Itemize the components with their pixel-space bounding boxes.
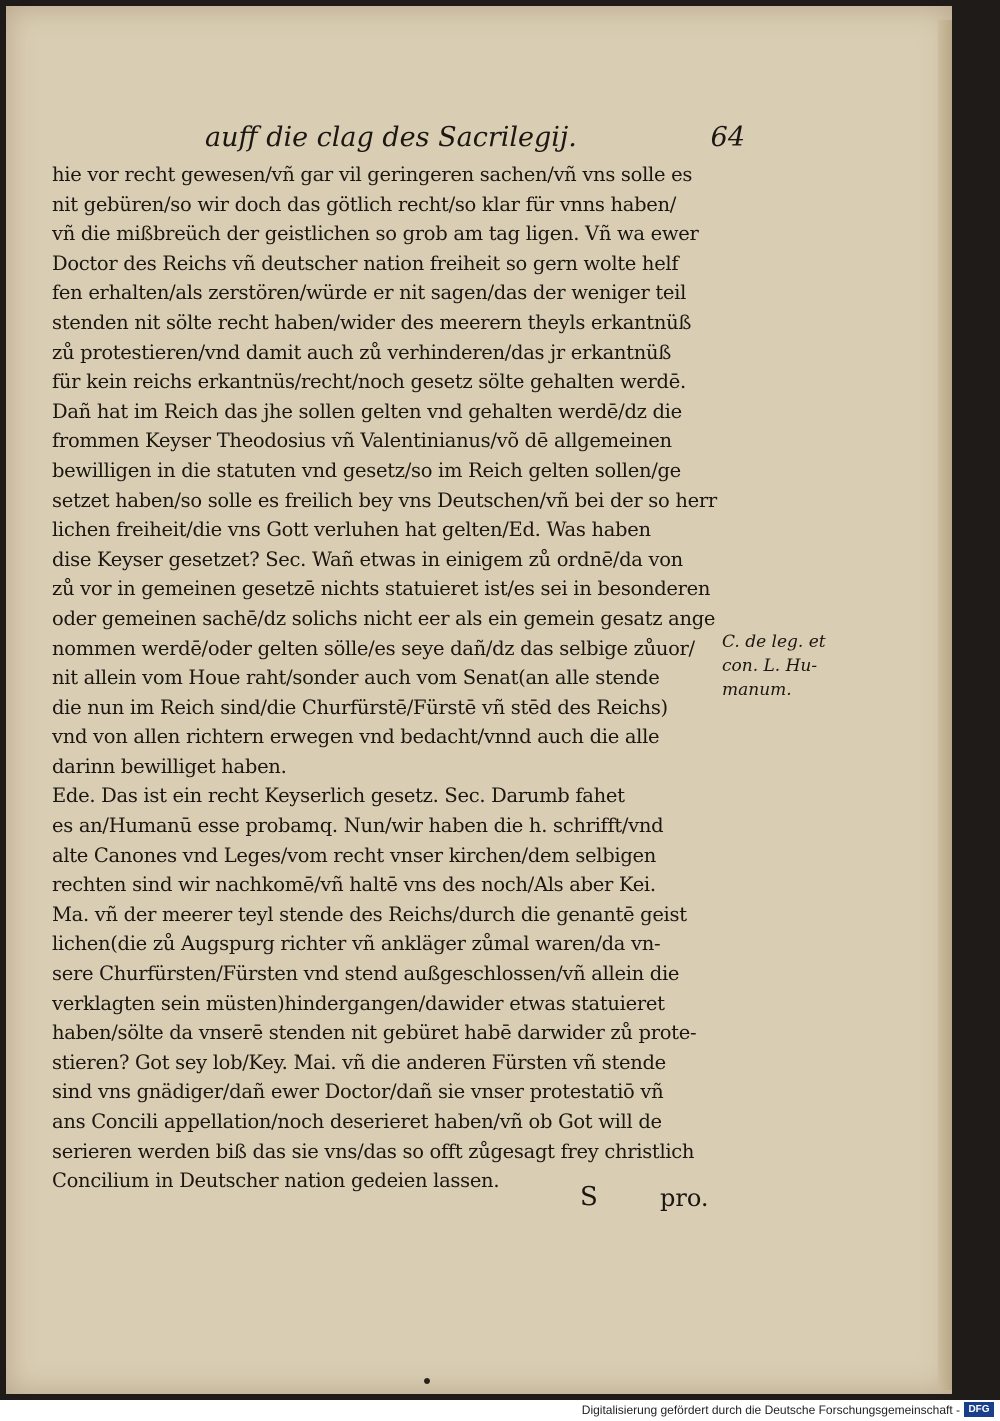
text-line: ans Concili appellation/noch deserieret haben/vñ ob Got will de [52, 1110, 662, 1133]
text-line: oder gemeinen sachē/dz solichs nicht eer als ein gemein gesatz ange [52, 606, 716, 630]
text-line: verklagten sein müsten)hindergangen/dawider etwas statuieret [52, 991, 665, 1015]
running-head [205, 122, 745, 162]
text-line: darinn bewilliget haben. [52, 754, 287, 778]
footer-credit: Digitalisierung gefördert durch die Deutsche Forschungsgemeinschaft - [581, 1403, 960, 1417]
signature-mark: S [580, 1182, 598, 1212]
catchword: pro. [660, 1184, 709, 1212]
text-line: haben/sölte da vnserē stenden nit gebüret habē darwider zů prote- [52, 1021, 697, 1045]
text-line: sind vns gnädiger/dañ ewer Doctor/dañ sie vnser protestatiō vñ [52, 1080, 664, 1104]
text-line: frommen Keyser Theodosius vñ Valentinianus/võ dē allgemeinen [52, 429, 672, 453]
text-line: nit allein vom Houe raht/sonder auch vom Senat(an alle stende [52, 666, 660, 690]
text-line: setzet haben/so solle es freilich bey vns Deutschen/vñ bei der so herr [52, 488, 717, 512]
text-line: Ede. Das ist ein recht Keyserlich gesetz. Sec. Darumb fahet [52, 784, 625, 808]
margin-note-line: C. de leg. et [722, 632, 826, 652]
text-line: fen erhalten/als zerstören/würde er nit sagen/das der weniger teil [52, 281, 687, 305]
text-line: bewilligen in die statuten vnd gesetz/so im Reich gelten sollen/ge [52, 458, 681, 482]
running-head-title: auff die clag des Sacrilegij. [205, 122, 577, 153]
text-line: die nun im Reich sind/die Churfürstē/Fürstē vñ stēd des Reichs) [52, 695, 668, 719]
body-text [52, 160, 722, 1196]
text-line: serieren werden biß das sie vns/das so offt zůgesagt frey christlich [52, 1139, 695, 1163]
text-line: für kein reichs erkantnüs/recht/noch gesetz sölte gehalten werdē. [52, 370, 686, 394]
text-line: Dañ hat im Reich das jhe sollen gelten vnd gehalten werdē/dz die [52, 399, 682, 423]
text-line: alte Canones vnd Leges/vom recht vnser kirchen/dem selbigen [52, 843, 657, 867]
text-line: lichen(die zů Augspurg richter vñ ankläger zůmal waren/da vn- [52, 932, 661, 956]
text-line: lichen freiheit/die vns Gott verluhen hat gelten/Ed. Was haben [52, 518, 651, 542]
page-edge [938, 20, 952, 1390]
text-line: Concilium in Deutscher nation gedeien lassen. [52, 1169, 500, 1193]
text-line: Doctor des Reichs vñ deutscher nation freiheit so gern wolte helf [52, 251, 679, 275]
text-line: zů vor in gemeinen gesetzē nichts statuieret ist/es sei in besonderen [52, 577, 711, 601]
page-number: 64 [710, 122, 745, 153]
text-line: stieren? Got sey lob/Key. Mai. vñ die anderen Fürsten vñ stende [52, 1050, 666, 1074]
text-line: nommen werdē/oder gelten sölle/es seye dañ/dz das selbige zůuor/ [52, 636, 695, 660]
text-line: Ma. vñ der meerer teyl stende des Reichs/durch die genantē geist [52, 902, 687, 926]
margin-note-line: manum. [722, 680, 792, 700]
footer-bar [0, 1400, 1000, 1421]
text-line: zů protestieren/vnd damit auch zů verhinderen/das jr erkantnüß [52, 340, 671, 364]
text-line: nit gebüren/so wir doch das götlich recht/so klar für vnns haben/ [52, 192, 677, 216]
text-line: hie vor recht gewesen/vñ gar vil geringeren sachen/vñ vns solle es [52, 163, 693, 186]
margin-note-line: con. L. Hu- [722, 656, 818, 676]
text-line: stenden nit sölte recht haben/wider des meerern theyls erkantnüß [52, 310, 692, 334]
text-line: es an/Humanū esse probamq. Nun/wir haben die h. schrifft/vnd [52, 814, 664, 838]
text-line: dise Keyser gesetzet? Sec. Wañ etwas in einigem zů ordnē/da von [52, 547, 683, 571]
dfg-logo: DFG [964, 1402, 994, 1417]
text-line: sere Churfürsten/Fürsten vnd stend außgeschlossen/vñ allein die [52, 962, 680, 986]
text-line: vnd von allen richtern erwegen vnd bedacht/vnnd auch die alle [52, 725, 660, 749]
text-line: rechten sind wir nachkomē/vñ haltē vns des noch/Als aber Kei. [52, 873, 656, 897]
ink-spot [424, 1378, 430, 1384]
margin-note [722, 630, 852, 702]
text-line: vñ die mißbreüch der geistlichen so grob am tag ligen. Vñ wa ewer [52, 222, 699, 246]
